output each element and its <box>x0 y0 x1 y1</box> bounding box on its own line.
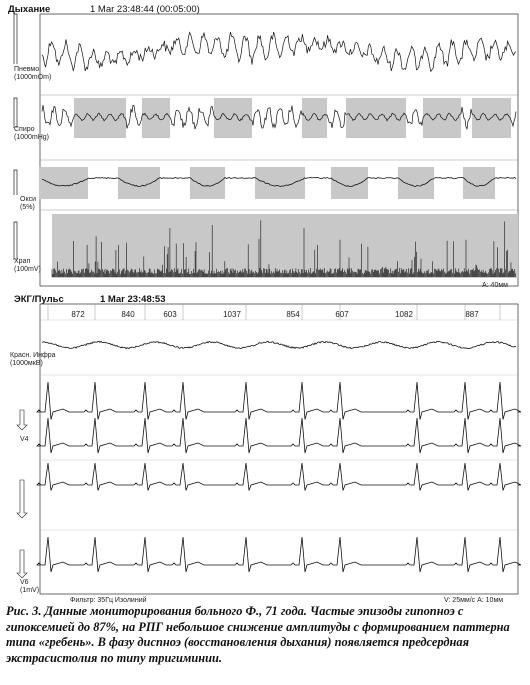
channel-label-spiro: Спиро (1000mHg) <box>14 126 50 141</box>
calibration-marker-3 <box>14 222 17 260</box>
ecg-calibration-arrow-2 <box>17 550 27 578</box>
oxy-episode-2 <box>190 167 225 199</box>
ecg-lead-v6-trace <box>37 537 521 572</box>
channel-label-v4: V4 <box>20 436 29 443</box>
channel-label-v6: V6 (1mV) <box>20 579 40 594</box>
oxy-episode-5 <box>398 167 434 199</box>
spiro-episode-4 <box>346 98 406 138</box>
channel-label-oxy: Окси (5%) <box>20 196 36 211</box>
ecg-calibration-arrow-1 <box>17 480 27 518</box>
oxy-episode-1 <box>118 167 160 199</box>
oxy-episode-3 <box>255 167 305 199</box>
calibration-marker-1 <box>14 98 17 128</box>
channel-label-pulse: Красн. Инфра (1000мкВ) <box>10 352 56 367</box>
rr-interval-label-1: 840 <box>121 310 135 319</box>
ecg-lead-mid-trace <box>37 463 521 491</box>
spiro-episode-2 <box>214 98 252 138</box>
channel-label-pneumo: Пневмо (1000mOm) <box>14 66 52 81</box>
ecg-calibration-arrow-0 <box>17 410 27 430</box>
rr-interval-label-5: 607 <box>335 310 349 319</box>
rr-interval-label-6: 1082 <box>395 310 413 319</box>
channel-label-snore: Храп (100mV) <box>14 258 41 273</box>
ecg-panel-title: ЭКГ/Пульс <box>14 294 64 305</box>
calibration-marker-0 <box>14 14 17 64</box>
resp-footer-amplitude: A: 40мм <box>482 282 508 289</box>
ecg-lead-v4-trace <box>37 418 521 453</box>
figure-caption: Рис. 3. Данные мониторирования больного Ф., 71 года. Частые эпизоды гипопноэ с гипоксемией до 87%, на РПГ небольшое снижение амплитуды с формированием паттерна типа «гребень». В фазу диспноэ (восстановления дыхания) появляется предсердная экстрасистолия по типу тригиминии. <box>6 604 510 665</box>
ecg-panel-timestamp: 1 Mar 23:48:53 <box>100 294 166 305</box>
rr-interval-label-7: 887 <box>465 310 479 319</box>
rr-interval-label-0: 872 <box>71 310 85 319</box>
calibration-marker-2 <box>14 170 17 195</box>
oxy-episode-0 <box>39 167 88 199</box>
pneumo-trace <box>42 32 516 72</box>
oxy-episode-4 <box>331 167 368 199</box>
snore-background <box>52 214 518 278</box>
spiro-episode-1 <box>142 98 170 138</box>
rr-interval-label-4: 854 <box>286 310 300 319</box>
ecg-footer-scale: V: 25мм/с A: 10мм <box>444 597 504 604</box>
rr-interval-label-2: 603 <box>163 310 177 319</box>
pulse-trace <box>42 341 516 348</box>
oxy-episode-6 <box>463 167 495 199</box>
rr-interval-label-3: 1037 <box>223 310 241 319</box>
ecg-lead-upper-trace <box>37 382 521 420</box>
resp-panel-title: Дыхание <box>8 4 51 15</box>
ecg-panel-frame <box>40 304 518 594</box>
ecg-footer-filter: Фильтр: 35Гц Изолиний <box>70 597 147 604</box>
resp-panel-timestamp: 1 Mar 23:48:44 (00:05:00) <box>90 4 200 15</box>
